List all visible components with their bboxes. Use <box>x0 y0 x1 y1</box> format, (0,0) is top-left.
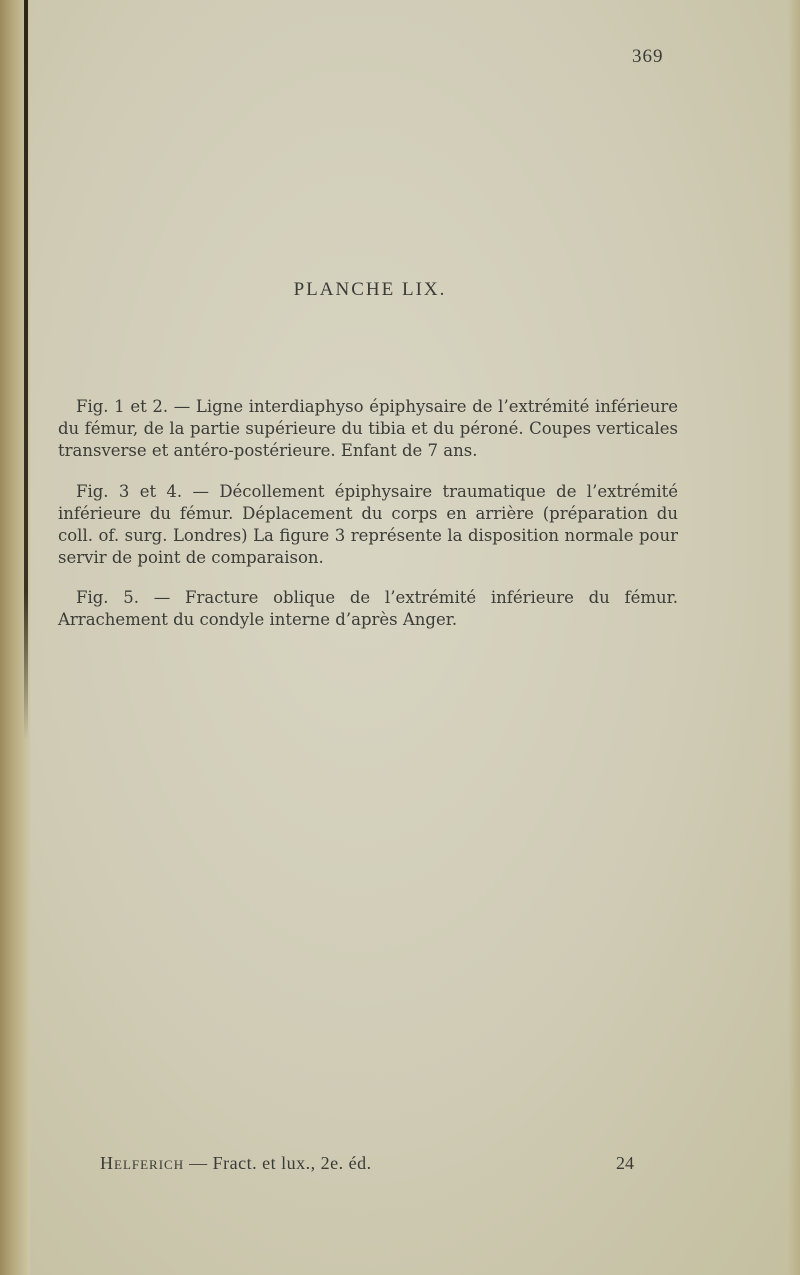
plate-title: PLANCHE LIX. <box>293 279 447 300</box>
caption-fig-1-2: Fig. 1 et 2. — Ligne interdiaphyso épiphysaire de l’extrémité inférieure du fémur, de la partie supérieure du tibia et du péroné. Coupes verticales transverse et antéro-postérieure. Enfant de 7 ans. <box>58 397 678 460</box>
caption-fig-3-4: Fig. 3 et 4. — Décollement épiphysaire traumatique de l’extrémité inférieure du fémur. Déplacement du corps en arrière (préparation du coll. of. surg. Londres) La figure 3 représente la disposition normale pour servir de point de comparaison. <box>58 482 678 567</box>
running-footer <box>100 1153 372 1174</box>
gutter-shadow <box>24 0 28 740</box>
page-edge <box>788 0 800 1275</box>
caption-fig-5: Fig. 5. — Fracture oblique de l’extrémité inférieure du fémur. Arrachement du condyle interne d’après Anger. <box>58 588 678 629</box>
footer-title: — Fract. et lux., 2e. éd. <box>189 1153 372 1173</box>
footer-author: Helferich <box>100 1153 185 1173</box>
page-number: 369 <box>632 46 664 67</box>
signature-mark: 24 <box>616 1153 634 1173</box>
